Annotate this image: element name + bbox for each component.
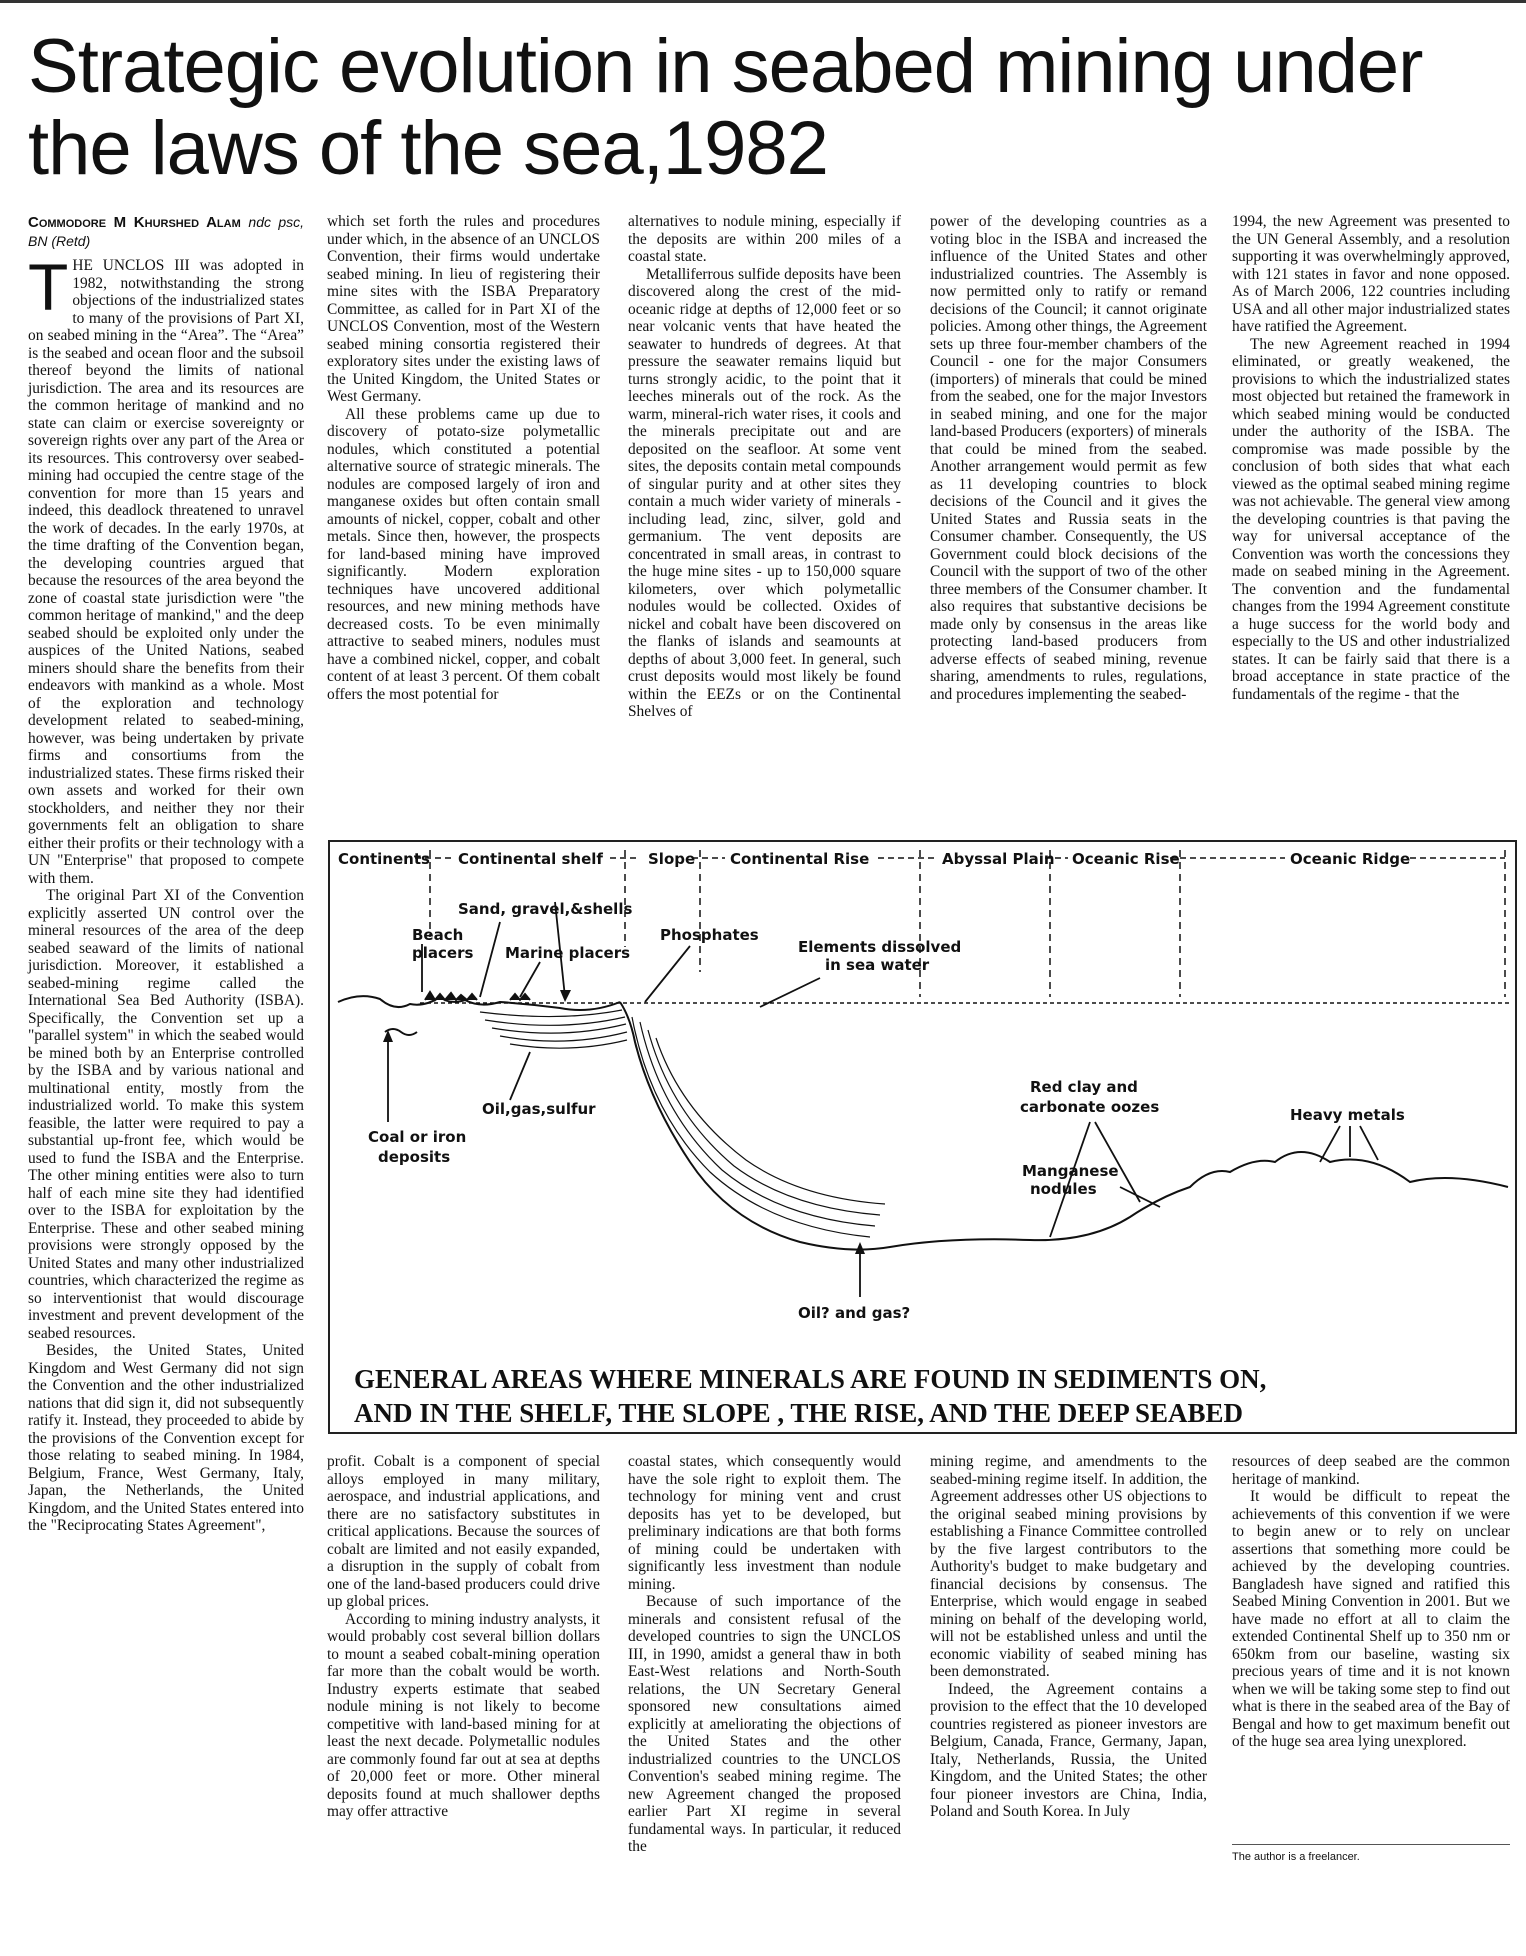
label-coal-1: Coal or iron — [368, 1128, 467, 1146]
paragraph: mining regime, and amendments to the seabed-mining regime itself. In addition, the Agreement addresses other US objections to the original seabed mining provisions by establishing a Finance Committee controlled by the five largest contributors to the Authority's budget to make budgetary and financial decisions by consensus. The Enterprise, which would engage in seabed mining on behalf of the developing world, will not be established unless and until the economic viability of seabed mining has been demonstrated. — [930, 1453, 1207, 1680]
seabed-minerals-diagram — [328, 840, 1517, 1434]
paragraph: Besides, the United States, United Kingdom and West Germany did not sign the Convention and the other industrialized nations that did sign it, did not subsequently ratify it. Instead, they proceeded to abide by the provisions of the Convention except for those relating to seabed mining. In 1984, Belgium, France, West Germany, Italy, Japan, the Netherlands, the United Kingdom, and the United States entered into the "Reciprocating States Agreement", — [28, 1342, 304, 1534]
zone-label-continental-shelf: Continental shelf — [458, 850, 603, 868]
label-elements-1: Elements dissolved — [798, 938, 962, 956]
zone-label-slope: Slope — [648, 850, 696, 868]
paragraph: THE UNCLOS III was adopted in 1982, notwithstanding the strong objections of the industrialized states to many of the provisions of Part XI, on seabed mining in the “Area”. The “Area” is the seabed and ocean floor and the subsoil thereof beyond the limits of national jurisdiction. The area and its resources are the common heritage of mankind and no state can claim or exercise sovereignty or sovereign rights over any part of the Area or its resources. This controversy over seabed-mining had occupied the centre stage of the convention for more than 15 years and indeed, this deadlock threatened to unravel the work of decades. In the early 1970s, at the time drafting of the Convention began, the developing countries argued that because the resources of the area beyond the zone of coastal state jurisdiction were "the common heritage of mankind," and the deep seabed should be exploited only under the auspices of the United Nations, seabed miners should share the benefits from their endeavors with mankind as a whole. Most of the exploration and technology development related to seabed-mining, however, was being undertaken by private firms and consortiums from the industrialized states. These firms risked their own assets and worked for their own stockholders, and neither they nor their governments felt an obligation to share either their profits or their technology with a UN "Enterprise" that proposed to compete with them. — [28, 250, 304, 887]
author-name: Commodore M Khurshed Alam — [28, 214, 241, 231]
label-marine: Marine placers — [505, 944, 631, 962]
label-coal-2: deposits — [378, 1148, 451, 1166]
column-5-top — [1232, 213, 1510, 703]
author-footnote: The author is a freelancer. — [1232, 1851, 1360, 1863]
footnote-rule — [1232, 1844, 1510, 1845]
label-red-clay-2: carbonate oozes — [1020, 1098, 1160, 1116]
paragraph: According to mining industry analysts, it would probably cost several billion dollars to mount a seabed cobalt-mining operation far more than the cobalt would be worth. Industry experts estimate that seabed nodule mining is not likely to become competitive with land-based mining for at least the next decade. Polymetallic nodules are commonly found far out at sea at depths of 20,000 feet or more. Other mineral deposits found at much shallower depths may offer attractive — [327, 1610, 600, 1820]
paragraph: It would be difficult to repeat the achievements of this convention if we were to begin anew or to rely on unclear assertions that something more could be achieved by the developing countries. Bangladesh have signed and ratified this Seabed Mining Convention in 2001. But we have made no effort at all to claim the extended Continental Shelf up to 350 nm or 650km from our baseline, wasting six precious years of time and it is not known when we will be taking some step to find out what is there in the seabed area of the Bay of Bengal and how to get maximum benefit out of the huge sea area lying unexplored. — [1232, 1488, 1510, 1750]
diagram-svg — [330, 842, 1515, 1432]
label-manganese-2: nodules — [1030, 1180, 1097, 1198]
zone-label-oceanic-rise: Oceanic Rise — [1072, 850, 1180, 868]
paragraph: 1994, the new Agreement was presented to the UN General Assembly, and a resolution supporting it was overwhelmingly approved, with 121 states in favor and none opposed. As of March 2006, 122 countries including USA and all other major industrialized states have ratified the Agreement. — [1232, 213, 1510, 335]
figure-caption — [354, 1362, 1494, 1430]
drop-cap: T — [28, 250, 69, 324]
caption-line-1: GENERAL AREAS WHERE MINERALS ARE FOUND IN SEDIMENTS ON, — [354, 1364, 1267, 1394]
label-manganese-1: Manganese — [1022, 1162, 1119, 1180]
caption-line-2: AND IN THE SHELF, THE SLOPE , THE RISE, AND THE DEEP SEABED — [354, 1398, 1244, 1428]
label-oil-gas-question: Oil? and gas? — [798, 1304, 911, 1322]
author-credentials: ndc psc, BN (Retd) — [28, 214, 305, 249]
column-2-bottom — [327, 1453, 600, 1821]
paragraph: Indeed, the Agreement contains a provision to the effect that the 10 developed countries registered as pioneer investors are Belgium, Canada, France, Germany, Japan, Italy, Netherlands, Russia, the United Kingdom, and the United States; the other four pioneer investors are China, India, Poland and South Korea. In July — [930, 1680, 1207, 1820]
column-3-top — [628, 213, 901, 721]
zone-label-abyssal-plain: Abyssal Plain — [942, 850, 1055, 868]
top-rule — [0, 0, 1526, 3]
column-4-bottom — [930, 1453, 1207, 1821]
label-beach-2: placers — [412, 944, 474, 962]
paragraph: profit. Cobalt is a component of special alloys employed in many military, aerospace, and industrial applications, and there are no satisfactory substitutes in critical applications. Because the sources of cobalt are limited and not easily expanded, a disruption in the supply of cobalt from one of the land-based producers could drive up global prices. — [327, 1453, 600, 1610]
label-heavy-metals: Heavy metals — [1290, 1106, 1405, 1124]
column-5-bottom — [1232, 1453, 1510, 1751]
paragraph: resources of deep seabed are the common heritage of mankind. — [1232, 1453, 1510, 1488]
label-elements-2: in sea water — [825, 956, 930, 974]
paragraph: The new Agreement reached in 1994 eliminated, or greatly weakened, the provisions to which the industrialized states most objected but retained the framework in which seabed mining would be conducted under the authority of the ISBA. The compromise was made possible by the conclusion of both sides that what each viewed as the optimal seabed mining regime was not achievable. The general view among the developing countries is that paving the way for universal acceptance of the Convention was worth the concessions they made on seabed mining in the Agreement. The convention and the fundamental changes from the 1994 Agreement constitute a huge success for the world body and especially to the US and other industrialized states. It can be fairly said that there is a broad acceptance in state practice of the fundamentals of the regime - that the — [1232, 335, 1510, 703]
paragraph: The original Part XI of the Convention explicitly asserted UN control over the mineral resources of the area of the deep seabed seaward of the limits of national jurisdiction. Moreover, it established a seabed-mining regime called the International Sea Bed Authority (ISBA). Specifically, the Convention set up a "parallel system" in which the seabed would be mined both by an Enterprise controlled by the ISBA and by various national and multinational entity, mostly from the industrialized world. To make this system feasible, the latter were required to pay a substantial up-front fee, which would be used to fund the ISBA and the Enterprise. The other mining entities were also to turn half of each mine site they had identified over to the ISBA for exploitation by the Enterprise. These and other seabed mining provisions were strongly opposed by the United States and many other industrialized countries, which characterized the regime as so interventionist that would discourage investment and prevent development of the seabed resources. — [28, 887, 304, 1342]
column-2-top — [327, 213, 600, 703]
zone-label-continents: Continents — [338, 850, 430, 868]
paragraph: Because of such importance of the minerals and consistent refusal of the developed countries to sign the UNCLOS III, in 1990, amidst a general thaw in both East-West relations and North-South relations, the UN Secretary General sponsored new consultations aimed explicitly at ameliorating the objections of the United States and the other industrialized countries to the UNCLOS Convention's seabed mining regime. The new Agreement changed the proposed earlier Part XI regime in several fundamental ways. In particular, it reduced the — [628, 1593, 901, 1855]
headline: Strategic evolution in seabed mining under the laws of the sea,1982 — [28, 24, 1423, 191]
zone-label-oceanic-ridge: Oceanic Ridge — [1290, 850, 1411, 868]
zone-label-continental-rise: Continental Rise — [730, 850, 870, 868]
paragraph: alternatives to nodule mining, especially if the deposits are within 200 miles of a coastal state. — [628, 213, 901, 265]
column-1 — [28, 213, 304, 1535]
label-phosphates: Phosphates — [660, 926, 759, 944]
byline — [28, 213, 304, 251]
label-oil-gas-sulfur: Oil,gas,sulfur — [482, 1100, 596, 1118]
paragraph: Metalliferrous sulfide deposits have been discovered along the crest of the mid-oceanic ridge at depths of 12,000 feet or so near volcanic vents that have heated the seawater to hundreds of degrees. At that pressure the seawater remains liquid but turns strongly acidic, to the point that it leeches minerals out of the rock. As the warm, mineral-rich water rises, it cools and the minerals precipitate out and are deposited on the seafloor. At some vent sites, the deposits contain metal compounds of singular purity and at other sites they contain a much wider variety of minerals - including lead, zinc, silver, gold and germanium. The vent deposits are concentrated in small areas, in contrast to the huge mine sites - up to 150,000 square kilometers, over which polymetallic nodules would be collected. Oxides of nickel and cobalt have been discovered on the flanks of islands and seamounts at depths of about 3,000 feet. In general, such crust deposits would most likely be found within the EEZs or on the Continental Shelves of — [628, 265, 901, 720]
label-red-clay-1: Red clay and — [1030, 1078, 1138, 1096]
column-3-bottom — [628, 1453, 901, 1856]
paragraph: All these problems came up due to discovery of potato-size polymetallic nodules, which constituted a potential alternative source of strategic minerals. The nodules are composed largely of iron and manganese oxides but often contain small amounts of nickel, copper, cobalt and other metals. Since then, however, the prospects for land-based mining have improved significantly. Modern exploration techniques have uncovered additional resources, and new mining methods have decreased costs. To be even minimally attractive to seabed miners, nodules must have a combined nickel, copper, and cobalt content of at least 3 percent. Of them cobalt offers the most potential for — [327, 405, 600, 703]
label-sand: Sand, gravel,&shells — [458, 900, 633, 918]
paragraph: coastal states, which consequently would have the sole right to exploit them. The technology for mining vent and crust deposits has yet to be developed, but preliminary indications are that both forms of mining could be undertaken with significantly less investment than nodule mining. — [628, 1453, 901, 1593]
column-4-top — [930, 213, 1207, 703]
label-beach-1: Beach — [412, 926, 464, 944]
paragraph: power of the developing countries as a voting bloc in the ISBA and increased the influence of the United States and other industrialized countries. The Assembly is now permitted only to ratify or remand decisions of the Council; it cannot originate policies. Among other things, the Agreement sets up three four-member chambers of the Council - one for the major Consumers (importers) of minerals that could be mined from the seabed, one for the major Investors in seabed mining, and one for the major land-based Producers (exporters) of minerals that could be mined from the seabed. Another arrangement would permit as few as 11 developing countries to block decisions of the Council and it gives the United States and Russia seats in the Consumer chamber. Consequently, the US Government could block decisions of the Council with the support of two of the other three members of the Consumer chamber. It also requires that substantive decisions be made only by consensus in the areas like protecting land-based producers from adverse effects of seabed mining, revenue sharing, amendments to rules, regulations, and procedures implementing the seabed- — [930, 213, 1207, 703]
paragraph: which set forth the rules and procedures under which, in the absence of an UNCLOS Convention, their firms would undertake seabed mining. In lieu of registering their mine sites with the ISBA Preparatory Committee, as called for in Part XI of the UNCLOS Convention, most of the Western seabed mining consortia registered their exploratory sites under the existing laws of the United Kingdom, the United States or West Germany. — [327, 213, 600, 405]
